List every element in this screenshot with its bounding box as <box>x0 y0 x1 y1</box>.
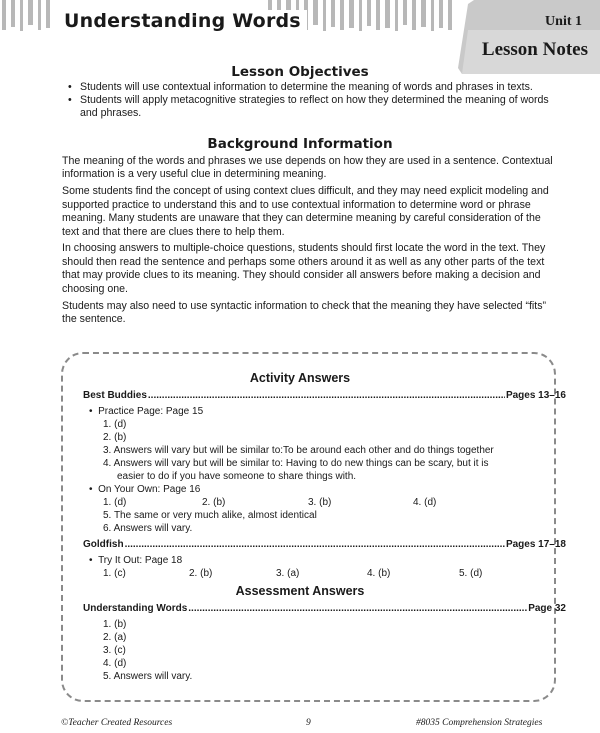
assessment-row <box>83 603 566 614</box>
answer-line: 5. (d) <box>459 568 483 579</box>
own-page-label: On Your Own: Page 16 <box>98 484 201 495</box>
background-heading: Background Information <box>207 136 393 152</box>
answer-line: 4. (b) <box>367 568 391 579</box>
answer-line: 3. (a) <box>276 568 300 579</box>
answer-line: 1. (b) <box>103 619 127 630</box>
page-range: Pages 17–18 <box>505 539 566 550</box>
background-text <box>62 155 560 330</box>
paragraph: The meaning of the words and phrases we use depends on how they are used in a sentence. Contextual information is a very useful clue in determining meaning. <box>62 155 553 181</box>
answer-line: 6. Answers will vary. <box>103 523 193 534</box>
answer-line: 4. Answers will vary but will be similar to: Having to do new things can be scary, but it is <box>103 458 489 469</box>
answer-line: 3. Answers will vary but will be similar to:To be around each other and do things together <box>103 445 494 456</box>
answer-line: 3. (c) <box>103 645 126 656</box>
list-item: • On Your Own: Page 16 <box>89 484 201 495</box>
best-buddies-row <box>83 390 566 401</box>
answer-line: 1. (d) <box>103 497 127 508</box>
lesson-notes-tab <box>458 0 600 74</box>
story-title: Understanding Words <box>83 603 188 614</box>
answer-line: 1. (c) <box>103 568 126 579</box>
practice-page-label: Practice Page: Page 15 <box>98 406 204 417</box>
activity-answers-heading: Activity Answers <box>249 371 351 385</box>
unit-label: Unit 1 <box>545 14 582 29</box>
answer-line: 4. (d) <box>103 658 127 669</box>
answer-line: 2. (b) <box>103 432 127 443</box>
list-item: • Practice Page: Page 15 <box>89 406 204 417</box>
dot-leader <box>125 539 505 550</box>
answer-line: 5. Answers will vary. <box>103 671 193 682</box>
list-item: • Students will use contextual information to determine the meaning of words and phrases in texts. <box>66 81 566 94</box>
objectives-heading: Lesson Objectives <box>231 64 369 80</box>
story-title: Goldfish <box>83 539 124 550</box>
paragraph: Students may also need to use syntactic information to check that the meaning they have selected “fits” the sentence. <box>62 299 547 325</box>
answer-line: easier to do if you have someone to share things with. <box>117 471 357 482</box>
answer-line: 2. (b) <box>202 497 226 508</box>
answer-line: 3. (b) <box>308 497 332 508</box>
answer-line: 1. (d) <box>103 419 127 430</box>
answer-line: 2. (b) <box>189 568 213 579</box>
footer-book-title: #8035 Comprehension Strategies <box>416 718 543 728</box>
paragraph: Some students find the concept of using context clues difficult, and they may need explicit modeling and supported practice to understand this and to use contextual information to determine word or phrase meaning. Many students are unaware that they can determine meaning by careful consideration of the text and that there are clues there to help them. <box>62 185 549 238</box>
footer-publisher: ©Teacher Created Resources <box>61 718 173 728</box>
list-item: • Try It Out: Page 18 <box>89 555 183 566</box>
paragraph: In choosing answers to multiple-choice questions, students should first locate the word in the text. They should then read the sentence and perhaps some others around it as well as any other parts of the text that may provide clues to its meaning. They should consider all answers before making a decision and choosing one. <box>62 242 546 295</box>
try-page-label: Try It Out: Page 18 <box>98 555 183 566</box>
dot-leader <box>148 390 505 401</box>
answer-line: 5. The same or very much alike, almost identical <box>103 510 317 521</box>
footer-page-number: 9 <box>306 718 311 728</box>
answer-line: 2. (a) <box>103 632 127 643</box>
objectives-list <box>66 81 566 121</box>
goldfish-row <box>83 539 566 550</box>
lesson-notes-label: Lesson Notes <box>481 39 588 60</box>
page-range: Page 32 <box>528 603 566 614</box>
page-title: Understanding Words <box>58 10 307 32</box>
list-item: • Students will apply metacognitive strategies to reflect on how they determined the meaning of words and phrases. <box>66 94 566 120</box>
assessment-answers-heading: Assessment Answers <box>235 584 365 598</box>
page-range: Pages 13–16 <box>505 390 566 401</box>
answer-line: 4. (d) <box>413 497 437 508</box>
dot-leader <box>188 603 527 614</box>
story-title: Best Buddies <box>83 390 147 401</box>
